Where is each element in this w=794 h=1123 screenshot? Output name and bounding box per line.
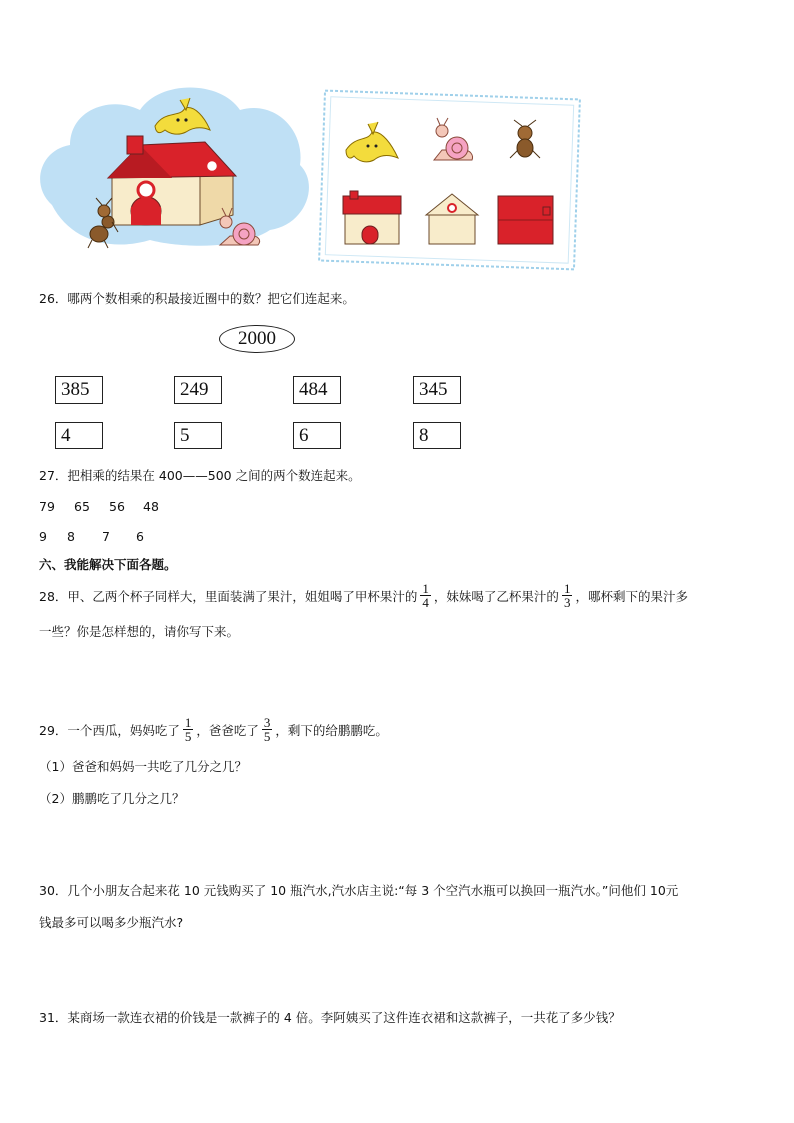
q27-number[interactable]: 9 <box>39 529 47 544</box>
q30-line2: 钱最多可以喝多少瓶汽水? <box>39 915 184 930</box>
q27-number[interactable]: 79 <box>39 499 55 514</box>
fraction: $\frac{3}{5}$ <box>263 715 271 744</box>
q27-number[interactable]: 7 <box>102 529 110 544</box>
factor-box[interactable]: 345 <box>413 376 461 404</box>
q28-line2: 一些？你是怎样想的，请你写下来。 <box>39 624 240 639</box>
q30-line1: 30．几个小朋友合起来花 10 元钱购买了 10 瓶汽水,汽水店主说:“每 3 个空汽水瓶可以换回一瓶汽水。”问他们 10元 <box>39 883 679 898</box>
q27-number[interactable]: 6 <box>136 529 144 544</box>
q28-part3: ，哪杯剩下的果汁多 <box>575 589 688 604</box>
q31-text: 31．某商场一款连衣裙的价钱是一款裤子的 4 倍。李阿姨买了这件连衣裙和这款裤子，一共花了多少钱？ <box>39 1010 621 1025</box>
q29-sub2: （2）鹏鹏吃了几分之几？ <box>39 791 185 806</box>
fraction: $\frac{1}{5}$ <box>184 715 192 744</box>
q29-part3: ，剩下的给鹏鹏吃。 <box>275 723 388 738</box>
section-title: 六、我能解决下面各题。 <box>39 557 177 572</box>
fraction: $\frac{1}{3}$ <box>563 581 571 610</box>
q28-line1 <box>39 580 688 614</box>
factor-box[interactable]: 385 <box>55 376 103 404</box>
q28-part2: ，妹妹喝了乙杯果汁的 <box>433 589 559 604</box>
q29-part1: 29．一个西瓜，妈妈吃了 <box>39 723 180 738</box>
q29-line1 <box>39 714 388 748</box>
q26-text: 26．哪两个数相乘的积最接近圈中的数？把它们连起来。 <box>39 291 355 306</box>
q27-number[interactable]: 56 <box>109 499 125 514</box>
factor-box[interactable]: 4 <box>55 422 103 449</box>
house-front-icon <box>343 191 401 244</box>
q27-number[interactable]: 8 <box>67 529 75 544</box>
factor-box[interactable]: 484 <box>293 376 341 404</box>
illustration <box>0 0 794 285</box>
target-oval <box>219 325 295 353</box>
q27-number[interactable]: 48 <box>143 499 159 514</box>
factor-box[interactable]: 8 <box>413 422 461 449</box>
q29-part2: ，爸爸吃了 <box>196 723 259 738</box>
q27-text: 27．把相乘的结果在 400——500 之间的两个数连起来。 <box>39 468 361 483</box>
q29-sub1: （1）爸爸和妈妈一共吃了几分之几？ <box>39 759 247 774</box>
q27-number[interactable]: 65 <box>74 499 90 514</box>
house-top-icon <box>498 196 553 244</box>
factor-box[interactable]: 249 <box>174 376 222 404</box>
factor-box[interactable]: 6 <box>293 422 341 449</box>
q28-part1: 28．甲、乙两个杯子同样大，里面装满了果汁，姐姐喝了甲杯果汁的 <box>39 589 418 604</box>
fraction: $\frac{1}{4}$ <box>422 581 429 610</box>
factor-box[interactable]: 5 <box>174 422 222 449</box>
target-number: 2000 <box>238 328 276 349</box>
